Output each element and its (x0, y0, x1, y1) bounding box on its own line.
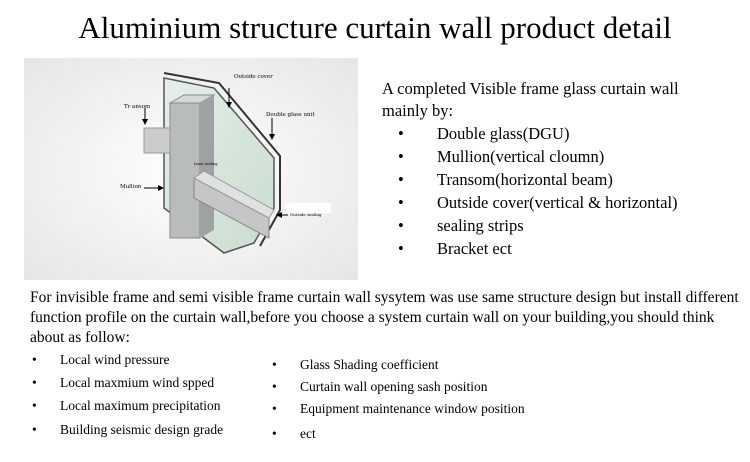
right-list-item: Equipment maintenance window position (300, 401, 525, 416)
curtain-wall-illustration (24, 58, 358, 280)
left-list-item: Local maximum precipitation (60, 398, 221, 413)
bullet-icon: • (32, 398, 37, 413)
bullet-icon: • (32, 375, 37, 390)
label-double-glass-unit: Double glass unit (266, 112, 315, 118)
intro-line-1: A completed Visible frame glass curtain wall (382, 79, 679, 98)
label-mullion: Mullion (120, 184, 142, 190)
intro-item: Double glass(DGU) (437, 124, 570, 143)
bullet-icon: • (272, 426, 277, 441)
bullet-icon: • (32, 422, 37, 437)
bullet-icon: • (272, 357, 277, 372)
right-list-item: Glass Shading coefficient (300, 357, 439, 372)
bullet-icon: • (398, 239, 404, 258)
right-list-item: Curtain wall opening sash position (300, 379, 488, 394)
bullet-icon: • (398, 170, 404, 189)
bullet-icon: • (32, 352, 37, 367)
right-list-item: ect (300, 426, 316, 441)
bullet-icon: • (398, 216, 404, 235)
intro-line-2: mainly by: (382, 101, 454, 120)
body-paragraph: For invisible frame and semi visible frame curtain wall sysytem was use same structure design but install different function profile on the curtain wall,before you choose a system curtain wall on your building,you should think about as follow: (30, 289, 739, 346)
bullet-icon: • (398, 193, 404, 212)
intro-item: Mullion(vertical cloumn) (437, 147, 605, 166)
left-list-item: Building seismic design grade (60, 422, 224, 437)
bullet-icon: • (398, 147, 404, 166)
left-list-item: Local wind pressure (60, 352, 170, 367)
page-title: Aluminium structure curtain wall product detail (78, 10, 672, 45)
intro-item: Bracket ect (437, 239, 512, 258)
label-transom: Tr ansom (124, 104, 151, 110)
label-inner-sealing: Inner sealing (194, 162, 218, 166)
label-outside-cover: Outside cover (234, 74, 273, 80)
bullet-icon: • (272, 379, 277, 394)
intro-item: Transom(horizontal beam) (437, 170, 613, 189)
intro-item: sealing strips (437, 216, 524, 235)
bullet-icon: • (272, 401, 277, 416)
intro-item: Outside cover(vertical & horizontal) (437, 193, 678, 212)
left-list-item: Local maxmium wind spped (60, 375, 215, 390)
label-outside-sealing: Outside sealing (290, 212, 322, 217)
bullet-icon: • (398, 124, 404, 143)
